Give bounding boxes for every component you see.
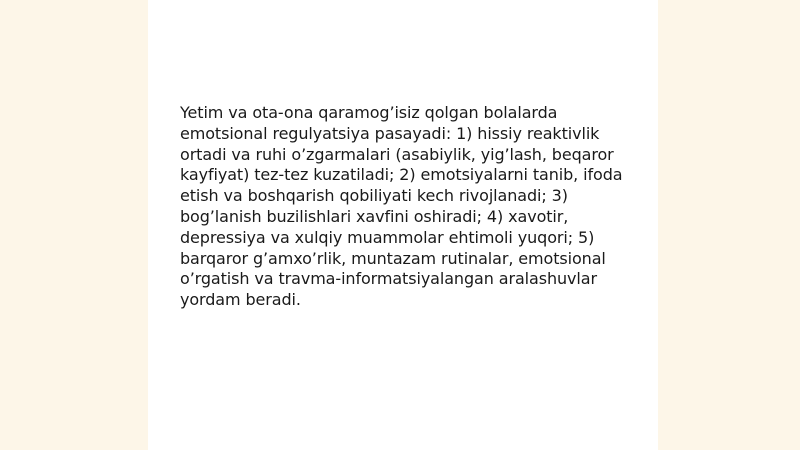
body-paragraph: Yetim va ota-ona qaramog’isiz qolgan bolalarda emotsional regulyatsiya pasayadi: 1) hissiy reaktivlik ortadi va ruhi o’zgarmalari (asabiylik, yig’lash, beqaror kayfiyat) tez-tez kuzatiladi; 2) emotsiyalarni tanib, ifoda etish va boshqarish qobiliyati kech rivojlanadi; 3) bog’lanish buzilishlari xavfini oshiradi; 4) xavotir, depressiya va xulqiy muammolar ehtimoli yuqori; 5) barqaror g’amxo’rlik, muntazam rutinalar, emotsional o’rgatish va travma-informatsiyalangan aralashuvlar yordam beradi. [180, 103, 623, 310]
document-page [148, 0, 658, 450]
